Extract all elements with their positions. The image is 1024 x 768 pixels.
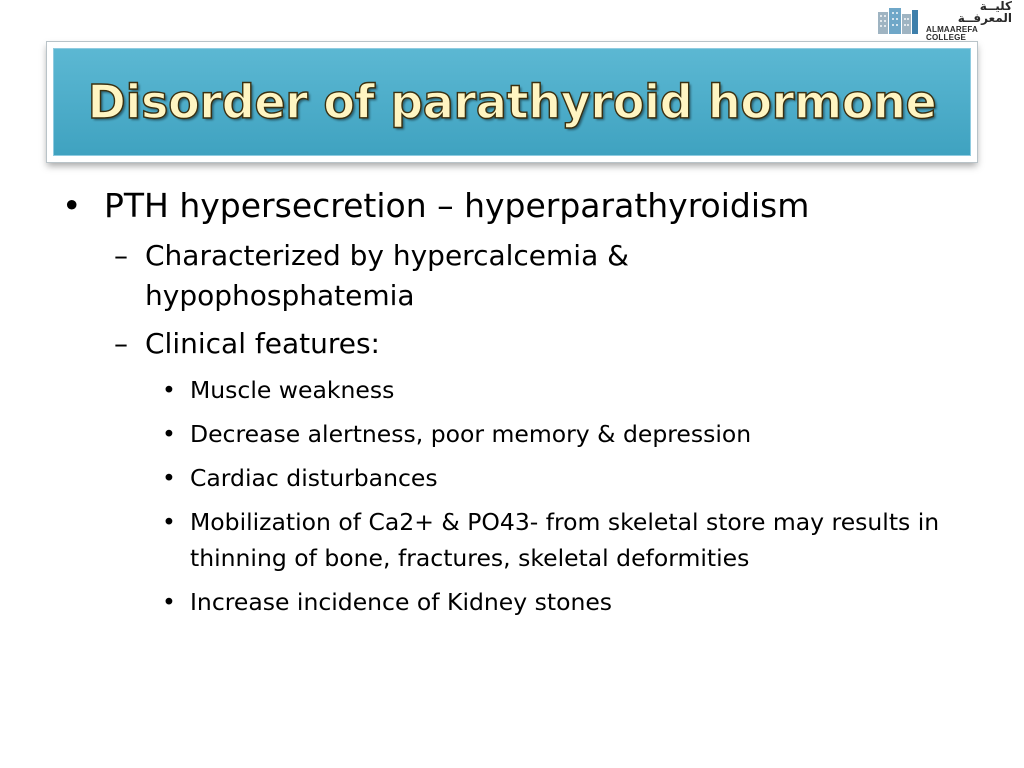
bullet-level2 [58, 236, 958, 316]
bullet-icon: • [162, 508, 176, 536]
bullet-text: Cardiac disturbances [190, 464, 438, 492]
bullet-level3 [58, 584, 958, 620]
logo-arabic-name: كليــة المعرفــة [957, 0, 1012, 25]
bullet-level3 [58, 504, 958, 576]
bullet-level3 [58, 372, 958, 408]
dash-icon: – [114, 327, 128, 360]
bullet-text: PTH hypersecretion – hyperparathyroidism [104, 186, 810, 225]
bullet-icon: • [162, 464, 176, 492]
bullet-icon: • [162, 376, 176, 404]
bullet-level3 [58, 460, 958, 496]
bullet-level1 [58, 184, 958, 228]
slide-content [58, 184, 958, 620]
bullet-level3 [58, 416, 958, 452]
bullet-level2 [58, 324, 958, 364]
bullet-text: Characterized by hypercalcemia & hypophosphatemia [145, 239, 629, 312]
bullet-text: Mobilization of Ca2+ & PO43- from skeletal store may results in thinning of bone, fractures, skeletal deformities [190, 508, 940, 572]
bullet-icon: • [62, 186, 82, 225]
bullet-text: Increase incidence of Kidney stones [190, 588, 613, 616]
bullet-icon: • [162, 420, 176, 448]
dash-icon: – [114, 239, 128, 272]
slide-title: Disorder of parathyroid hormone [87, 75, 937, 129]
bullet-icon: • [162, 588, 176, 616]
logo-text [926, 0, 1012, 42]
college-logo [876, 0, 1012, 42]
logo-latin-name: ALMAAREFA COLLEGE [926, 25, 978, 42]
title-banner [47, 42, 977, 162]
bullet-text: Clinical features: [145, 327, 380, 360]
clinical-features-list [58, 372, 958, 620]
college-building-icon [876, 6, 920, 36]
bullet-text: Muscle weakness [190, 376, 395, 404]
bullet-text: Decrease alertness, poor memory & depression [190, 420, 752, 448]
